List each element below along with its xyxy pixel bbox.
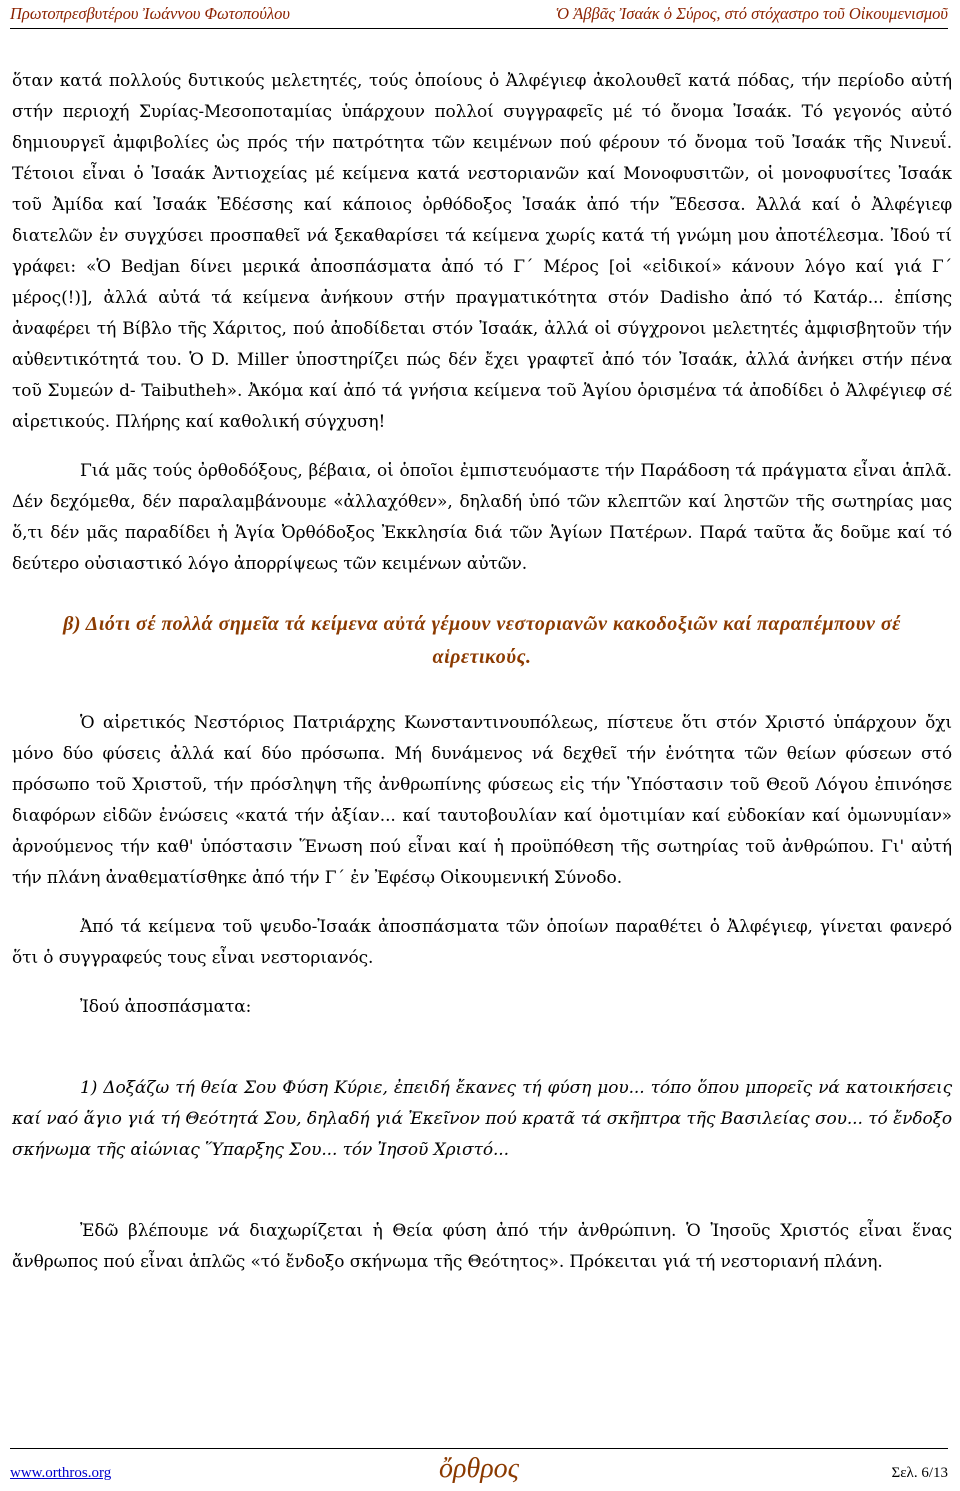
paragraph-2: Γιά μᾶς τούς ὀρθοδόξους, βέβαια, οἱ ὁποῖοι ἐμπιστευόμαστε τήν Παράδοση τά πράγματα εἶναι ἁπλᾶ. Δέν δεχόμεθα, δέν παραλαμβάνουμε «ἀλλαχόθεν», δηλαδή ὑπό τῶν κλεπτῶν καί ληστῶν τῆς σωτηρίας μας ὅ,τι δέν μᾶς παραδίδει ἡ Ἁγία Ὀρθόδοξος Ἐκκλησία διά τῶν Ἁγίων Πατέρων. Παρά ταῦτα ἄς δοῦμε καί τό δεύτερο οὐσιαστικό λόγο ἀπορρίψεως τῶν κειμένων αὐτῶν. bbox=[12, 461, 952, 574]
paragraph-5: Ἰδού ἀποσπάσματα: bbox=[80, 997, 252, 1017]
orthros-logo: ὄρθρος bbox=[439, 1453, 519, 1484]
section-heading: β) Διότι σέ πολλά σημεῖα τά κείμενα αὐτά γέμουν νεστοριανῶν κακοδοξιῶν καί παραπέμπουν σέ αἱρετικούς. bbox=[63, 613, 901, 668]
page-header bbox=[10, 0, 948, 29]
site-link[interactable]: www.orthros.org bbox=[10, 1465, 112, 1481]
header-title: Ὁ Ἀββᾶς Ἰσαάκ ὁ Σύρος, στό στόχαστρο τοῦ Οἰκουμενισμοῦ bbox=[555, 4, 948, 23]
paragraph-7: Ἐδῶ βλέπουμε νά διαχωρίζεται ἡ Θεία φύση ἀπό τήν ἀνθρώπινη. Ὁ Ἰησοῦς Χριστός εἶναι ἕνας ἄνθρωπος πού εἶναι ἁπλῶς «τό ἔνδοξο σκήνωμα τῆς Θεότητος». Πρόκειται γιά τή νεστοριανή πλάνη. bbox=[12, 1221, 952, 1272]
page-footer bbox=[10, 1448, 948, 1485]
paragraph-3: Ὁ αἱρετικός Νεστόριος Πατριάρχης Κωνσταντινουπόλεως, πίστευε ὅτι στόν Χριστό ὑπάρχουν ὄχι μόνο δύο φύσεις ἀλλά καί δύο πρόσωπα. Μή δυνάμενος νά δεχθεῖ τήν ἑνότητα τῶν θείων φύσεων στό πρόσωπο τοῦ Χριστοῦ, τήν πρόσληψη τῆς ἀνθρωπίνης φύσεως εἰς τήν Ὑπόστασιν τοῦ Θεοῦ Λόγου ἐπινόησε διαφόρων εἰδῶν ἑνώσεις «κατά τήν ἀξίαν... καί ταυτοβουλίαν καί ὁμοτιμίαν καί εὐδοκίαν καί ὁμωνυμίαν» ἀρνούμενος τήν καθ' ὑπόστασιν Ἕνωση πού εἶναι καί ἡ προϋπόθεση τῆς σωτηρίας τοῦ ἀνθρώπου. Γι' αὐτή τήν πλάνη ἀναθεματίσθηκε ἀπό τήν Γ΄ ἐν Ἐφέσῳ Οἰκουμενική Σύνοδο. bbox=[12, 713, 952, 888]
paragraph-1: ὅταν κατά πολλούς δυτικούς μελετητές, τούς ὁποίους ὁ Ἀλφέγιεφ ἀκολουθεῖ κατά πόδας, τήν περίοδο αὐτή στήν περιοχή Συρίας-Μεσοποταμίας ὑπάρχουν πολλοί συγγραφεῖς μέ τό ὄνομα Ἰσαάκ. Τό γεγονός αὐτό δημιουργεῖ ἀμφιβολίες ὡς πρός τήν πατρότητα τῶν κειμένων πού φέρουν τό ὄνομα τοῦ Ἰσαάκ τῆς Νινευΐ. Τέτοιοι εἶναι ὁ Ἰσαάκ Ἀντιοχείας μέ κείμενα κατά νεστοριανῶν καί Μονοφυσιτῶν, οἱ μονοφυσίτες Ἰσαάκ τοῦ Ἀμίδα καί Ἰσαάκ Ἐδέσσης καί κάποιος ὀρθόδοξος Ἰσαάκ ἀπό τήν Ἔδεσσα. Ἀλλά καί ὁ Ἀλφέγιεφ διατελῶν ἐν συγχύσει προσπαθεῖ νά ξεκαθαρίσει τά κείμενα χωρίς κατά τή γνώμη μου ἀποτέλεσμα. Ἰδού τί γράφει: «Ὁ Bedjan δίνει μερικά ἀποσπάσματα ἀπό τό Γ΄ Μέρος [οἱ «εἰδικοί» κάνουν λόγο καί γιά Γ΄ μέρος(!)], ἀλλά αὐτά τά κείμενα ἀνήκουν στήν πραγματικότητα στόν Dadisho ἀπό τό Κατάρ... ἐπίσης ἀναφέρει τή Βίβλο τῆς Χάριτος, πού ἀποδίδεται στόν Ἰσαάκ, ἀλλά οἱ σύγχρονοι μελετητές ἀμφισβητοῦν τήν αὐθεντικότητά του. Ὁ D. Miller ὑποστηρίζει πώς δέν ἔχει γραφτεῖ ἀπό τόν Ἰσαάκ, ἀλλά ἀνήκει στήν πένα τοῦ Συμεών d- Taibutheh». Ἀκόμα καί ἀπό τά γνήσια κείμενα τοῦ Ἁγίου ὁρισμένα τά ἀποδίδει ὁ Ἀλφέγιεφ σέ αἱρετικούς. Πλήρης καί καθολική σύγχυση! bbox=[12, 71, 952, 432]
document-body bbox=[12, 66, 952, 1278]
page-number: Σελ. 6/13 bbox=[891, 1465, 948, 1481]
header-author: Πρωτοπρεσβυτέρου Ἰωάννου Φωτοπούλου bbox=[10, 4, 290, 23]
paragraph-4: Ἀπό τά κείμενα τοῦ ψευδο-Ἰσαάκ ἀποσπάσματα τῶν ὁποίων παραθέτει ὁ Ἀλφέγιεφ, γίνεται φανερό ὅτι ὁ συγγραφεύς τους εἶναι νεστοριανός. bbox=[12, 917, 952, 968]
quote-1: 1) Δοξάζω τή θεία Σου Φύση Κύριε, ἐπειδή ἔκανες τή φύση μου... τόπο ὅπου μπορεῖς νά κατοικήσεις καί ναό ἅγιο γιά τή Θεότητά Σου, δηλαδή γιά Ἐκεῖνον πού κρατᾶ τά σκῆπτρα τῆς Βασιλείας σου... τό ἔνδοξο σκήνωμα τῆς αἰώνιας Ὕπαρξης Σου... τόν Ἰησοῦ Χριστό... bbox=[12, 1078, 952, 1160]
